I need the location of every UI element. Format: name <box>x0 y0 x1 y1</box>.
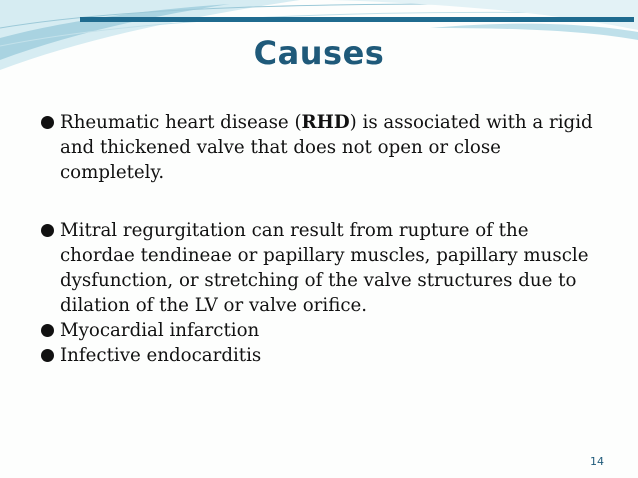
bullet-dot-icon <box>41 116 54 129</box>
bullet-text: Myocardial infarction <box>60 320 260 341</box>
bullet-text: Infective endocarditis <box>60 345 262 366</box>
bullet-list <box>40 110 600 368</box>
bullet-item-rhd <box>40 110 600 185</box>
bullet-text-bold: RHD <box>301 112 350 133</box>
bullet-dot-icon <box>41 324 54 337</box>
bullet-dot-icon <box>41 224 54 237</box>
page-number: 14 <box>590 455 604 468</box>
bullet-item-myocardial-infarction <box>40 318 600 343</box>
header-accent-bar <box>80 17 634 22</box>
bullet-text-before: Rheumatic heart disease ( <box>60 112 302 133</box>
bullet-text-after: ) is associated with a rigid and thickened valve that does not open or close completely. <box>60 112 593 183</box>
bullet-item-infective-endocarditis <box>40 343 600 368</box>
bullet-dot-icon <box>41 349 54 362</box>
bullet-text: Mitral regurgitation can result from rupture of the chordae tendineae or papillary muscles, papillary muscle dysfunction, or stretching of the valve structures due to dilation of the LV or valve orifice. <box>60 220 589 316</box>
bullet-item-mitral-regurgitation <box>40 218 600 318</box>
slide-title: Causes <box>253 34 385 72</box>
